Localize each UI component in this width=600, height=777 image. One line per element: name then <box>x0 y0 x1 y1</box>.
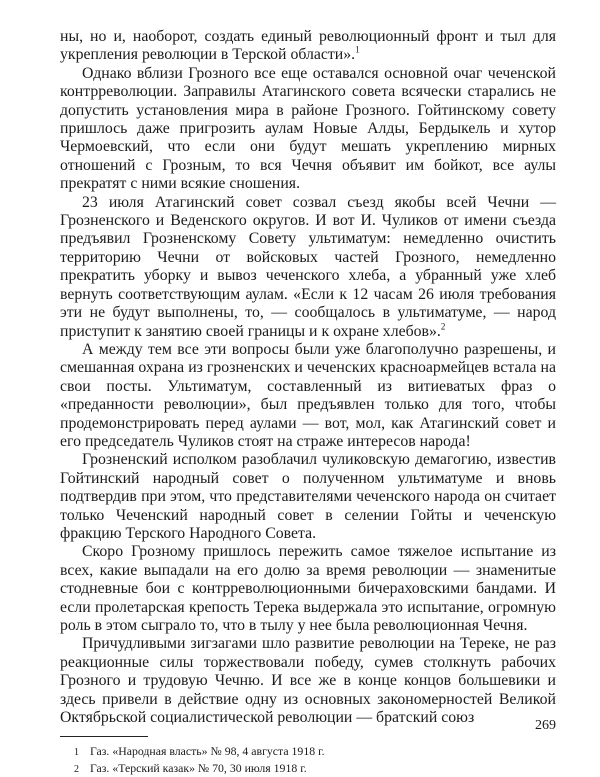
footnote-ref-1: 1 <box>355 45 360 56</box>
footnote-2: 2 Газ. «Терский казак» № 70, 30 июля 1918 г. <box>74 760 307 775</box>
footnote-divider <box>60 736 148 737</box>
footnote-ref-2: 2 <box>440 321 446 332</box>
footnotes <box>60 744 556 777</box>
footnote-1: 1 Газ. «Народная власть» № 98, 4 августа 1918 г. <box>74 744 325 759</box>
paragraph-2: Однако вблизи Грозного все еще оставался основной очаг чеченской контрреволюции. Заправилы Атагинского совета всячески старались не допустить установления мира в районе Грозного. Гойтинскому совету пришлось даже пригрозить аулам Новые Алды, Бердыкель и хутор Чермоевский, что если они будут мешать укреплению мирных отношений с Грозным, то вся Чечня объявит им бойкот, все аулы прекратят с ними всякие сношения. <box>60 64 556 193</box>
paragraph-3: 23 июля Атагинский совет созвал съезд якобы всей Чечни — Грозненского и Веденского округов. И вот И. Чуликов от имени съезда предъявил Грозненскому Совету ультиматум: немедленно очистить территорию Чечни от войсковых частей Грозного, немедленно прекратить уборку и вывоз чеченского хлеба, а убранный уже хлеб вернуть соответствующим аулам. «Если к 12 часам 26 июля требования эти не будут выполнены, то, — сообщалось в ультиматуме, — народ приступит к занятию своей границы и к охране хлебов».$^2$ <box>60 193 556 340</box>
paragraph-1: ны, но и, наоборот, создать единый революционный фронт и тыл для укрепления революции в Терской области».$^1$ <box>60 28 556 64</box>
paragraph-5: Грозненский исполком разоблачил чуликовскую демагогию, известив Гойтинский народный совет о полученном ультиматуме и вновь подтвердив при этом, что представителями чеченского народа он считает только Чеченский народный совет в селении Гойты и чеченскую фракцию Терского Народного Совета. <box>60 451 556 542</box>
body-text <box>60 28 556 727</box>
page-number: 269 <box>535 718 556 733</box>
paragraph-6: Скоро Грозному пришлось пережить самое тяжелое испытание из всех, какие выпадали на его долю за время революции — знаменитые стодневные бои с контрреволюционными бичераховскими бандами. И если пролетарская крепость Терека выдержала это испытание, огромную роль в этом сыграло то, что в тылу у нее была революционная Чечня. <box>60 543 556 634</box>
paragraph-7: Причудливыми зигзагами шло развитие революции на Тереке, не раз реакционные силы торжествовали победу, сумев столкнуть рабочих Грозного и трудовую Чечню. И все же в конце концов большевики и здесь привели в действие одну из основных закономерностей Великой Октябрьской социалистической революции — братский союз <box>60 635 556 727</box>
paragraph-4: А между тем все эти вопросы были уже благополучно разрешены, и смешанная охрана из грозненских и чеченских красноармейцев встала на свои посты. Ультиматум, составленный из витиеватых фраз о «преданности революции», был предъявлен только для того, чтобы продемонстрировать перед аулами — вот, мол, как Атагинский совет и его председатель Чуликов стоят на страже интересов народа! <box>60 340 556 450</box>
